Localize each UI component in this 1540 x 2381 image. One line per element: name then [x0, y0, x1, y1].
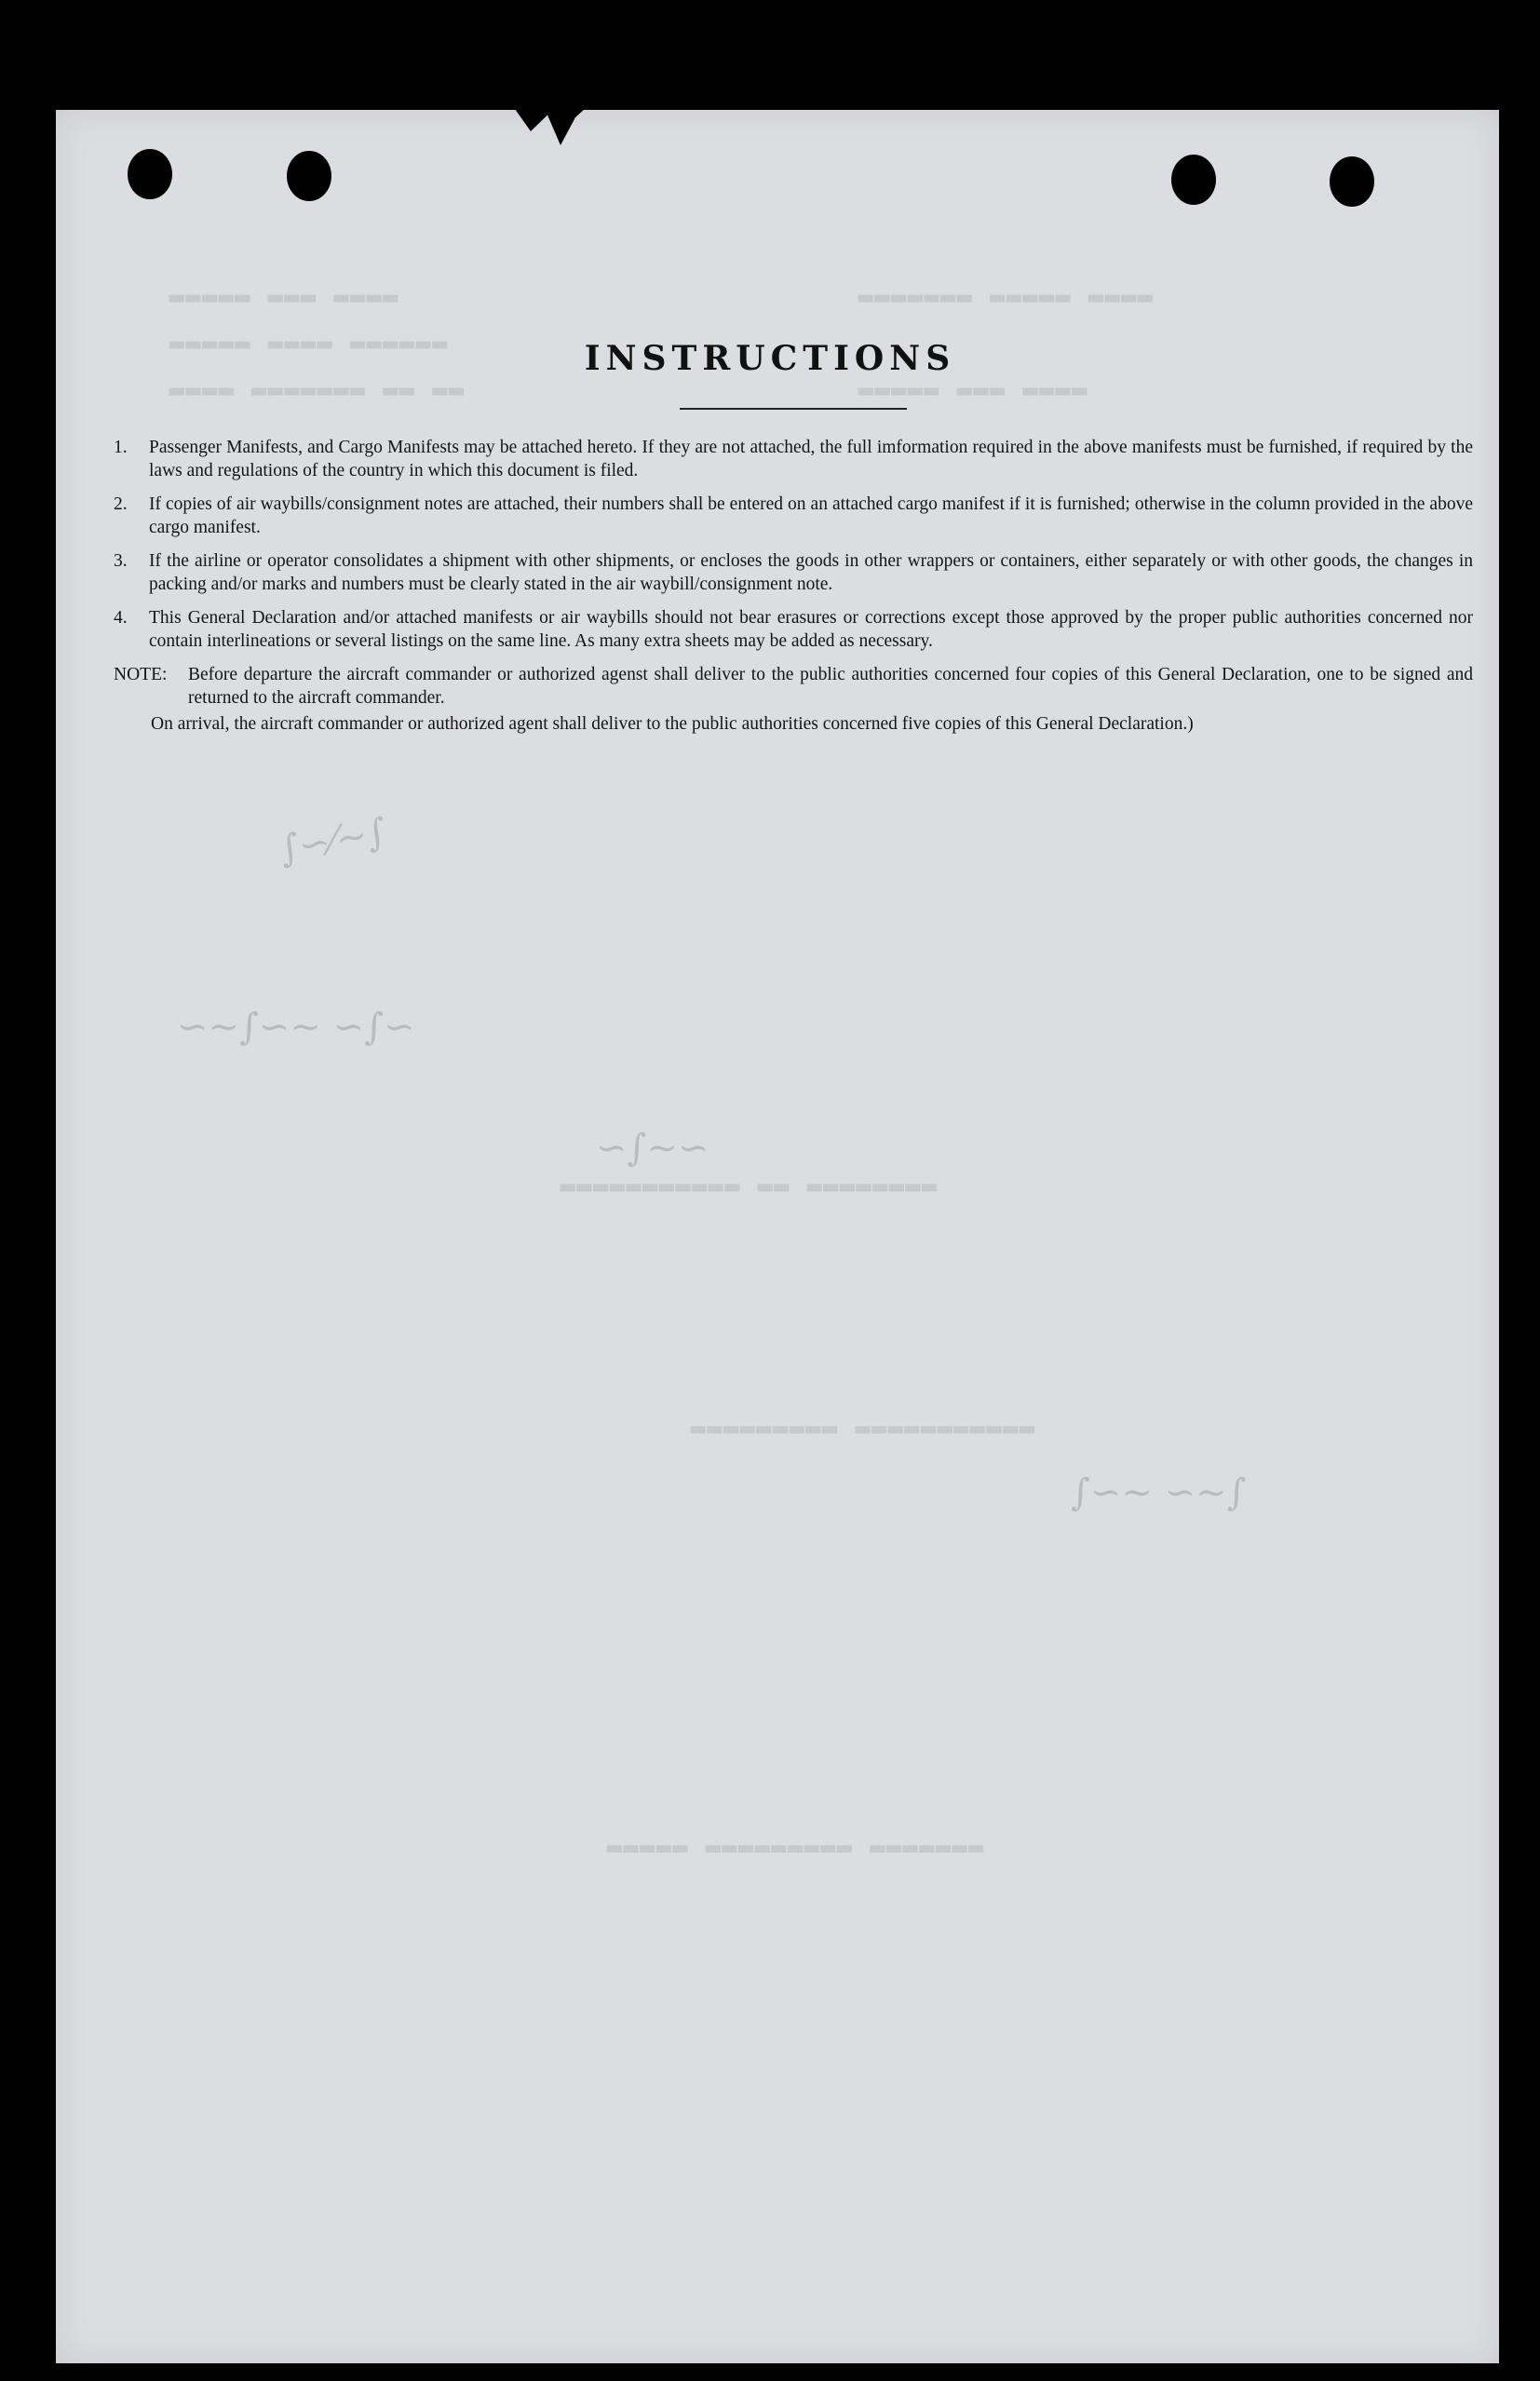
instruction-number: 1.: [114, 438, 128, 457]
instruction-number: 2.: [114, 494, 128, 514]
note-block: [114, 663, 1473, 710]
instruction-text: Passenger Manifests, and Cargo Manifests may be attached hereto. If they are not attached, the full imformation required in the above manifests must be furnished, if required by the laws and regulations of the country in which this document is filed.: [149, 438, 1473, 480]
faint-handwriting-mark: ∽∫∼∽: [596, 1127, 709, 1170]
title-underline: [680, 408, 907, 410]
bleed-through-texture: ▂▂▂▂▂▂▂ ▂▂▂▂▂▂▂▂▂ ▂▂▂▂▂: [605, 1825, 984, 1853]
bleed-through-texture: ▂▂▂▂ ▂▂▂▂▂ ▂▂▂▂▂▂▂: [857, 275, 1153, 303]
instruction-number: 3.: [114, 551, 128, 571]
faint-handwriting-mark: ∫∽⁄∼∫: [276, 810, 390, 872]
bleed-through-texture: ▂▂▂▂▂▂▂▂▂▂▂ ▂▂▂▂▂▂▂▂▂: [689, 1406, 1034, 1434]
instruction-item: [114, 436, 1473, 482]
punch-hole: [1171, 155, 1216, 205]
instructions-list: [114, 436, 1473, 736]
instruction-item: [114, 606, 1473, 653]
bleed-through-texture: ▂▂▂▂ ▂▂▂ ▂▂▂▂▂: [168, 275, 399, 303]
faint-handwriting-mark: ∫∽∼ ∽∼∫: [1071, 1471, 1247, 1514]
punch-hole: [128, 149, 172, 199]
note-departure-text: Before departure the aircraft commander or authorized agenst shall deliver to the public authorities concerned four copies of this General Declaration, one to be signed and returned to the aircraft commander.: [188, 665, 1473, 708]
instruction-text: This General Declaration and/or attached manifests or air waybills should not bear erasures or corrections except those approved by the proper public authorities concerned nor contain interlineations or several listings on the same line. As many extra sheets may be added as necessary.: [149, 608, 1473, 651]
instruction-item: [114, 493, 1473, 539]
punch-hole: [287, 151, 331, 201]
page-title: INSTRUCTIONS: [584, 339, 956, 378]
bleed-through-texture: ▂▂▂▂▂▂▂▂ ▂▂ ▂▂▂▂▂▂▂▂▂▂▂: [559, 1164, 938, 1192]
note-arrival-text: On arrival, the aircraft commander or authorized agent shall deliver to the public authorities concerned five copies of this General Declaration.): [151, 714, 1194, 734]
bleed-through-texture: ▂▂▂▂▂▂ ▂▂▂▂ ▂▂▂▂▂: [168, 321, 448, 349]
instruction-text: If the airline or operator consolidates a shipment with other shipments, or encloses the goods in other wrappers or containers, either separately or with other goods, the changes in packing and/or marks and numbers must be clearly stated in the air waybill/consignment note.: [149, 551, 1473, 594]
bleed-through-texture: ▂▂ ▂▂ ▂▂▂▂▂▂▂ ▂▂▂▂: [168, 368, 464, 396]
faint-handwriting-mark: ∽∼∫∽∼ ∽∫∽: [177, 1006, 415, 1048]
instruction-number: 4.: [114, 608, 128, 628]
instruction-text: If copies of air waybills/consignment notes are attached, their numbers shall be entered on an attached cargo manifest if it is furnished; otherwise in the column provided in the above cargo manifest.: [149, 494, 1473, 537]
bleed-through-texture: ▂▂▂▂ ▂▂▂ ▂▂▂▂▂: [857, 368, 1087, 396]
instruction-item: [114, 549, 1473, 596]
punch-hole: [1330, 156, 1374, 207]
note-label: NOTE:: [114, 665, 168, 684]
